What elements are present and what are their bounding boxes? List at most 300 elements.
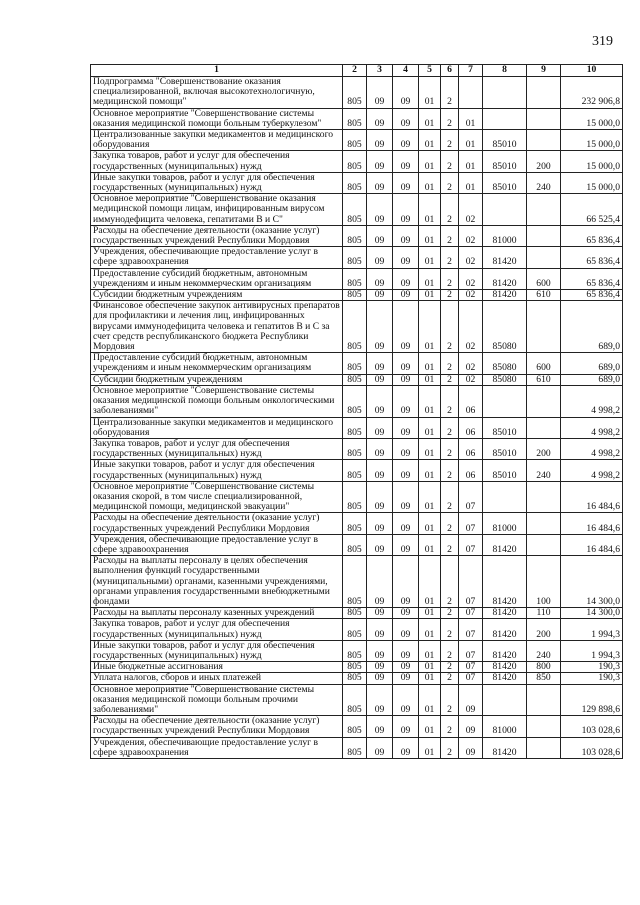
code-section-cell: 09 bbox=[367, 513, 393, 534]
code-direction-cell: 85080 bbox=[483, 353, 527, 374]
amount-cell: 14 300,0 bbox=[561, 608, 623, 619]
code-section-cell: 09 bbox=[367, 619, 393, 640]
item-name-cell: Закупка товаров, работ и услуг для обеспечения государственных (муниципальных) нужд bbox=[91, 151, 343, 172]
table-row bbox=[91, 640, 623, 661]
code-subsection-cell: 09 bbox=[393, 716, 419, 737]
code-subprogram-cell: 2 bbox=[441, 290, 459, 301]
code-event-cell: 06 bbox=[459, 460, 483, 481]
table-row bbox=[91, 716, 623, 737]
code-expense-type-cell: 600 bbox=[527, 268, 561, 289]
code-program-cell: 01 bbox=[419, 716, 441, 737]
item-name-cell: Подпрограмма "Совершенствование оказания специализированной, включая высокотехнологичную, медицинской помощи" bbox=[91, 77, 343, 109]
table-row bbox=[91, 481, 623, 513]
code-ministry-cell: 805 bbox=[343, 374, 367, 385]
code-event-cell: 02 bbox=[459, 225, 483, 246]
code-subprogram-cell: 2 bbox=[441, 268, 459, 289]
item-name-cell: Финансовое обеспечение закупок антивирусных препаратов для профилактики и лечения лиц, инфицированных вирусами иммунодефицита человека и гепатитов В и С за счет средств республиканского бюджета Республики Мордовия bbox=[91, 301, 343, 353]
code-ministry-cell: 805 bbox=[343, 460, 367, 481]
amount-cell: 689,0 bbox=[561, 374, 623, 385]
code-subsection-cell: 09 bbox=[393, 225, 419, 246]
code-program-cell: 01 bbox=[419, 438, 441, 459]
code-direction-cell: 81420 bbox=[483, 247, 527, 268]
code-event-cell: 06 bbox=[459, 438, 483, 459]
code-ministry-cell: 805 bbox=[343, 268, 367, 289]
column-header-9: 9 bbox=[527, 65, 561, 77]
code-subprogram-cell: 2 bbox=[441, 194, 459, 226]
item-name-cell: Расходы на выплаты персоналу в целях обеспечения выполнения функций государственными (муниципальными) органами, казенными учреждениями, органами управления государственными внебюджетными фондами bbox=[91, 556, 343, 608]
amount-cell: 15 000,0 bbox=[561, 172, 623, 193]
code-ministry-cell: 805 bbox=[343, 77, 367, 109]
code-ministry-cell: 805 bbox=[343, 684, 367, 716]
code-expense-type-cell: 600 bbox=[527, 353, 561, 374]
code-subprogram-cell: 2 bbox=[441, 556, 459, 608]
item-name-cell: Расходы на обеспечение деятельности (оказание услуг) государственных учреждений Республики Мордовия bbox=[91, 716, 343, 737]
item-name-cell: Иные закупки товаров, работ и услуг для обеспечения государственных (муниципальных) нужд bbox=[91, 640, 343, 661]
table-row bbox=[91, 608, 623, 619]
amount-cell: 15 000,0 bbox=[561, 130, 623, 151]
code-subsection-cell: 09 bbox=[393, 481, 419, 513]
table-row bbox=[91, 247, 623, 268]
code-subprogram-cell: 2 bbox=[441, 481, 459, 513]
table-row bbox=[91, 77, 623, 109]
code-expense-type-cell bbox=[527, 194, 561, 226]
code-expense-type-cell: 240 bbox=[527, 640, 561, 661]
code-program-cell: 01 bbox=[419, 130, 441, 151]
code-direction-cell: 81420 bbox=[483, 737, 527, 758]
item-name-cell: Централизованные закупки медикаментов и медицинского оборудования bbox=[91, 130, 343, 151]
code-subsection-cell: 09 bbox=[393, 534, 419, 555]
code-subprogram-cell: 2 bbox=[441, 77, 459, 109]
code-expense-type-cell bbox=[527, 77, 561, 109]
table-row bbox=[91, 417, 623, 438]
table-row bbox=[91, 194, 623, 226]
code-subprogram-cell: 2 bbox=[441, 130, 459, 151]
code-program-cell: 01 bbox=[419, 268, 441, 289]
code-event-cell: 02 bbox=[459, 247, 483, 268]
amount-cell: 4 998,2 bbox=[561, 460, 623, 481]
code-program-cell: 01 bbox=[419, 172, 441, 193]
code-ministry-cell: 805 bbox=[343, 247, 367, 268]
code-subprogram-cell: 2 bbox=[441, 353, 459, 374]
code-expense-type-cell: 850 bbox=[527, 673, 561, 684]
code-ministry-cell: 805 bbox=[343, 737, 367, 758]
code-expense-type-cell: 110 bbox=[527, 608, 561, 619]
code-subsection-cell: 09 bbox=[393, 684, 419, 716]
code-ministry-cell: 805 bbox=[343, 172, 367, 193]
item-name-cell: Расходы на обеспечение деятельности (оказание услуг) государственных учреждений Республики Мордовия bbox=[91, 225, 343, 246]
code-direction-cell bbox=[483, 108, 527, 129]
amount-cell: 15 000,0 bbox=[561, 108, 623, 129]
table-row bbox=[91, 385, 623, 417]
code-subprogram-cell: 2 bbox=[441, 716, 459, 737]
code-subsection-cell: 09 bbox=[393, 662, 419, 673]
table-row bbox=[91, 460, 623, 481]
code-expense-type-cell bbox=[527, 108, 561, 129]
code-program-cell: 01 bbox=[419, 385, 441, 417]
code-event-cell: 07 bbox=[459, 662, 483, 673]
amount-cell: 15 000,0 bbox=[561, 151, 623, 172]
item-name-cell: Предоставление субсидий бюджетным, автономным учреждениям и иным некоммерческим организациям bbox=[91, 268, 343, 289]
budget-table bbox=[90, 64, 623, 759]
code-subsection-cell: 09 bbox=[393, 556, 419, 608]
item-name-cell: Расходы на обеспечение деятельности (оказание услуг) государственных учреждений Республики Мордовия bbox=[91, 513, 343, 534]
code-expense-type-cell: 800 bbox=[527, 662, 561, 673]
code-section-cell: 09 bbox=[367, 353, 393, 374]
amount-cell: 65 836,4 bbox=[561, 268, 623, 289]
code-program-cell: 01 bbox=[419, 608, 441, 619]
code-subprogram-cell: 2 bbox=[441, 619, 459, 640]
code-subprogram-cell: 2 bbox=[441, 640, 459, 661]
code-event-cell: 02 bbox=[459, 374, 483, 385]
code-direction-cell: 81420 bbox=[483, 640, 527, 661]
code-subprogram-cell: 2 bbox=[441, 225, 459, 246]
item-name-cell: Основное мероприятие "Совершенствование системы оказания скорой, в том числе специализированной, медицинской помощи, медицинской эвакуации" bbox=[91, 481, 343, 513]
code-program-cell: 01 bbox=[419, 225, 441, 246]
code-subsection-cell: 09 bbox=[393, 385, 419, 417]
item-name-cell: Иные закупки товаров, работ и услуг для обеспечения государственных (муниципальных) нужд bbox=[91, 172, 343, 193]
code-subsection-cell: 09 bbox=[393, 640, 419, 661]
code-event-cell: 07 bbox=[459, 534, 483, 555]
table-row bbox=[91, 290, 623, 301]
code-ministry-cell: 805 bbox=[343, 385, 367, 417]
amount-cell: 689,0 bbox=[561, 301, 623, 353]
amount-cell: 103 028,6 bbox=[561, 716, 623, 737]
code-ministry-cell: 805 bbox=[343, 130, 367, 151]
column-header-4: 4 bbox=[393, 65, 419, 77]
code-direction-cell: 81420 bbox=[483, 673, 527, 684]
amount-cell: 190,3 bbox=[561, 662, 623, 673]
code-expense-type-cell: 200 bbox=[527, 151, 561, 172]
amount-cell: 16 484,6 bbox=[561, 513, 623, 534]
item-name-cell: Учреждения, обеспечивающие предоставление услуг в сфере здравоохранения bbox=[91, 534, 343, 555]
code-ministry-cell: 805 bbox=[343, 108, 367, 129]
code-subsection-cell: 09 bbox=[393, 417, 419, 438]
code-ministry-cell: 805 bbox=[343, 301, 367, 353]
table-row bbox=[91, 108, 623, 129]
code-program-cell: 01 bbox=[419, 534, 441, 555]
code-event-cell: 07 bbox=[459, 608, 483, 619]
code-expense-type-cell bbox=[527, 385, 561, 417]
code-event-cell: 01 bbox=[459, 151, 483, 172]
column-header-7: 7 bbox=[459, 65, 483, 77]
code-direction-cell: 81420 bbox=[483, 662, 527, 673]
item-name-cell: Иные бюджетные ассигнования bbox=[91, 662, 343, 673]
code-event-cell: 09 bbox=[459, 716, 483, 737]
item-name-cell: Расходы на выплаты персоналу казенных учреждений bbox=[91, 608, 343, 619]
code-subprogram-cell: 2 bbox=[441, 662, 459, 673]
code-section-cell: 09 bbox=[367, 385, 393, 417]
code-subsection-cell: 09 bbox=[393, 268, 419, 289]
code-direction-cell: 85010 bbox=[483, 151, 527, 172]
code-ministry-cell: 805 bbox=[343, 225, 367, 246]
code-expense-type-cell: 610 bbox=[527, 290, 561, 301]
code-subsection-cell: 09 bbox=[393, 247, 419, 268]
code-event-cell bbox=[459, 77, 483, 109]
code-section-cell: 09 bbox=[367, 737, 393, 758]
code-ministry-cell: 805 bbox=[343, 438, 367, 459]
item-name-cell: Централизованные закупки медикаментов и медицинского оборудования bbox=[91, 417, 343, 438]
table-row bbox=[91, 662, 623, 673]
code-section-cell: 09 bbox=[367, 374, 393, 385]
item-name-cell: Учреждения, обеспечивающие предоставление услуг в сфере здравоохранения bbox=[91, 737, 343, 758]
code-subsection-cell: 09 bbox=[393, 608, 419, 619]
amount-cell: 4 998,2 bbox=[561, 438, 623, 459]
code-subprogram-cell: 2 bbox=[441, 684, 459, 716]
code-expense-type-cell: 240 bbox=[527, 172, 561, 193]
code-section-cell: 09 bbox=[367, 108, 393, 129]
code-section-cell: 09 bbox=[367, 640, 393, 661]
code-event-cell: 07 bbox=[459, 556, 483, 608]
code-subsection-cell: 09 bbox=[393, 194, 419, 226]
code-event-cell: 07 bbox=[459, 513, 483, 534]
code-event-cell: 01 bbox=[459, 172, 483, 193]
code-subsection-cell: 09 bbox=[393, 290, 419, 301]
code-event-cell: 02 bbox=[459, 290, 483, 301]
table-row bbox=[91, 130, 623, 151]
amount-cell: 65 836,4 bbox=[561, 247, 623, 268]
code-program-cell: 01 bbox=[419, 481, 441, 513]
code-section-cell: 09 bbox=[367, 417, 393, 438]
code-event-cell: 02 bbox=[459, 268, 483, 289]
code-section-cell: 09 bbox=[367, 194, 393, 226]
code-program-cell: 01 bbox=[419, 77, 441, 109]
code-direction-cell bbox=[483, 77, 527, 109]
code-direction-cell: 81420 bbox=[483, 608, 527, 619]
code-expense-type-cell bbox=[527, 247, 561, 268]
item-name-cell: Основное мероприятие "Совершенствование оказания медицинской помощи лицам, инфицированным вирусом иммунодефицита человека, гепатитами В и С" bbox=[91, 194, 343, 226]
code-subsection-cell: 09 bbox=[393, 172, 419, 193]
table-header-row bbox=[91, 65, 623, 77]
code-expense-type-cell: 200 bbox=[527, 438, 561, 459]
code-direction-cell: 81000 bbox=[483, 716, 527, 737]
code-event-cell: 02 bbox=[459, 301, 483, 353]
item-name-cell: Основное мероприятие "Совершенствование системы оказания медицинской помощи больным туберкулезом" bbox=[91, 108, 343, 129]
item-name-cell: Основное мероприятие "Совершенствование системы оказания медицинской помощи больным прочими заболеваниями" bbox=[91, 684, 343, 716]
code-subsection-cell: 09 bbox=[393, 374, 419, 385]
code-section-cell: 09 bbox=[367, 77, 393, 109]
code-program-cell: 01 bbox=[419, 108, 441, 129]
code-expense-type-cell bbox=[527, 716, 561, 737]
item-name-cell: Предоставление субсидий бюджетным, автономным учреждениям и иным некоммерческим организациям bbox=[91, 353, 343, 374]
code-direction-cell: 85010 bbox=[483, 130, 527, 151]
code-ministry-cell: 805 bbox=[343, 608, 367, 619]
code-ministry-cell: 805 bbox=[343, 194, 367, 226]
code-direction-cell bbox=[483, 684, 527, 716]
code-program-cell: 01 bbox=[419, 290, 441, 301]
amount-cell: 4 998,2 bbox=[561, 385, 623, 417]
code-event-cell: 09 bbox=[459, 737, 483, 758]
item-name-cell: Субсидии бюджетным учреждениям bbox=[91, 374, 343, 385]
code-direction-cell: 81420 bbox=[483, 268, 527, 289]
code-subsection-cell: 09 bbox=[393, 108, 419, 129]
code-direction-cell: 85010 bbox=[483, 460, 527, 481]
code-event-cell: 06 bbox=[459, 385, 483, 417]
code-section-cell: 09 bbox=[367, 438, 393, 459]
code-expense-type-cell: 610 bbox=[527, 374, 561, 385]
code-direction-cell: 81420 bbox=[483, 556, 527, 608]
code-subprogram-cell: 2 bbox=[441, 108, 459, 129]
page-number: 319 bbox=[592, 34, 613, 49]
code-expense-type-cell bbox=[527, 513, 561, 534]
item-name-cell: Закупка товаров, работ и услуг для обеспечения государственных (муниципальных) нужд bbox=[91, 438, 343, 459]
item-name-cell: Уплата налогов, сборов и иных платежей bbox=[91, 673, 343, 684]
amount-cell: 1 994,3 bbox=[561, 640, 623, 661]
code-section-cell: 09 bbox=[367, 684, 393, 716]
code-subprogram-cell: 2 bbox=[441, 417, 459, 438]
code-subprogram-cell: 2 bbox=[441, 673, 459, 684]
column-header-2: 2 bbox=[343, 65, 367, 77]
code-section-cell: 09 bbox=[367, 172, 393, 193]
table-row bbox=[91, 172, 623, 193]
code-expense-type-cell: 240 bbox=[527, 460, 561, 481]
code-section-cell: 09 bbox=[367, 662, 393, 673]
code-subprogram-cell: 2 bbox=[441, 460, 459, 481]
code-event-cell: 07 bbox=[459, 640, 483, 661]
code-ministry-cell: 805 bbox=[343, 640, 367, 661]
table-row bbox=[91, 513, 623, 534]
code-ministry-cell: 805 bbox=[343, 619, 367, 640]
amount-cell: 103 028,6 bbox=[561, 737, 623, 758]
amount-cell: 16 484,6 bbox=[561, 534, 623, 555]
table-row bbox=[91, 556, 623, 608]
table-row bbox=[91, 353, 623, 374]
code-expense-type-cell bbox=[527, 225, 561, 246]
code-program-cell: 01 bbox=[419, 301, 441, 353]
code-ministry-cell: 805 bbox=[343, 662, 367, 673]
code-section-cell: 09 bbox=[367, 247, 393, 268]
column-header-8: 8 bbox=[483, 65, 527, 77]
code-event-cell: 07 bbox=[459, 481, 483, 513]
code-subprogram-cell: 2 bbox=[441, 608, 459, 619]
code-subsection-cell: 09 bbox=[393, 301, 419, 353]
table-row bbox=[91, 534, 623, 555]
code-subsection-cell: 09 bbox=[393, 460, 419, 481]
amount-cell: 4 998,2 bbox=[561, 417, 623, 438]
code-ministry-cell: 805 bbox=[343, 290, 367, 301]
code-ministry-cell: 805 bbox=[343, 353, 367, 374]
code-direction-cell bbox=[483, 481, 527, 513]
code-program-cell: 01 bbox=[419, 556, 441, 608]
code-expense-type-cell bbox=[527, 301, 561, 353]
code-program-cell: 01 bbox=[419, 640, 441, 661]
code-event-cell: 07 bbox=[459, 673, 483, 684]
code-subprogram-cell: 2 bbox=[441, 534, 459, 555]
amount-cell: 66 525,4 bbox=[561, 194, 623, 226]
code-event-cell: 02 bbox=[459, 194, 483, 226]
amount-cell: 190,3 bbox=[561, 673, 623, 684]
code-direction-cell: 85010 bbox=[483, 417, 527, 438]
code-subprogram-cell: 2 bbox=[441, 151, 459, 172]
code-subprogram-cell: 2 bbox=[441, 374, 459, 385]
code-ministry-cell: 805 bbox=[343, 534, 367, 555]
code-direction-cell: 85010 bbox=[483, 438, 527, 459]
code-expense-type-cell bbox=[527, 534, 561, 555]
amount-cell: 1 994,3 bbox=[561, 619, 623, 640]
code-subprogram-cell: 2 bbox=[441, 737, 459, 758]
item-name-cell: Учреждения, обеспечивающие предоставление услуг в сфере здравоохранения bbox=[91, 247, 343, 268]
table-row bbox=[91, 619, 623, 640]
code-subprogram-cell: 2 bbox=[441, 438, 459, 459]
code-direction-cell: 85080 bbox=[483, 374, 527, 385]
code-section-cell: 09 bbox=[367, 556, 393, 608]
code-direction-cell: 81000 bbox=[483, 225, 527, 246]
code-direction-cell: 81420 bbox=[483, 534, 527, 555]
table-row bbox=[91, 673, 623, 684]
item-name-cell: Иные закупки товаров, работ и услуг для обеспечения государственных (муниципальных) нужд bbox=[91, 460, 343, 481]
code-subprogram-cell: 2 bbox=[441, 247, 459, 268]
code-program-cell: 01 bbox=[419, 662, 441, 673]
code-expense-type-cell: 100 bbox=[527, 556, 561, 608]
code-subprogram-cell: 2 bbox=[441, 172, 459, 193]
code-subsection-cell: 09 bbox=[393, 513, 419, 534]
code-expense-type-cell bbox=[527, 481, 561, 513]
code-ministry-cell: 805 bbox=[343, 513, 367, 534]
code-program-cell: 01 bbox=[419, 194, 441, 226]
code-direction-cell: 81420 bbox=[483, 619, 527, 640]
table-row bbox=[91, 684, 623, 716]
column-header-5: 5 bbox=[419, 65, 441, 77]
code-expense-type-cell bbox=[527, 417, 561, 438]
code-ministry-cell: 805 bbox=[343, 481, 367, 513]
code-subprogram-cell: 2 bbox=[441, 513, 459, 534]
code-section-cell: 09 bbox=[367, 268, 393, 289]
code-expense-type-cell: 200 bbox=[527, 619, 561, 640]
amount-cell: 232 906,8 bbox=[561, 77, 623, 109]
code-ministry-cell: 805 bbox=[343, 556, 367, 608]
code-direction-cell: 85010 bbox=[483, 172, 527, 193]
code-event-cell: 07 bbox=[459, 619, 483, 640]
code-ministry-cell: 805 bbox=[343, 673, 367, 684]
code-event-cell: 01 bbox=[459, 108, 483, 129]
code-section-cell: 09 bbox=[367, 716, 393, 737]
table-row bbox=[91, 737, 623, 758]
code-program-cell: 01 bbox=[419, 684, 441, 716]
amount-cell: 689,0 bbox=[561, 353, 623, 374]
table-row bbox=[91, 225, 623, 246]
amount-cell: 16 484,6 bbox=[561, 481, 623, 513]
code-program-cell: 01 bbox=[419, 374, 441, 385]
column-header-6: 6 bbox=[441, 65, 459, 77]
code-section-cell: 09 bbox=[367, 460, 393, 481]
code-program-cell: 01 bbox=[419, 513, 441, 534]
code-subsection-cell: 09 bbox=[393, 353, 419, 374]
code-program-cell: 01 bbox=[419, 737, 441, 758]
code-program-cell: 01 bbox=[419, 353, 441, 374]
code-section-cell: 09 bbox=[367, 301, 393, 353]
amount-cell: 65 836,4 bbox=[561, 225, 623, 246]
code-program-cell: 01 bbox=[419, 151, 441, 172]
code-subsection-cell: 09 bbox=[393, 673, 419, 684]
column-header-3: 3 bbox=[367, 65, 393, 77]
code-event-cell: 09 bbox=[459, 684, 483, 716]
amount-cell: 65 836,4 bbox=[561, 290, 623, 301]
code-program-cell: 01 bbox=[419, 460, 441, 481]
code-direction-cell bbox=[483, 194, 527, 226]
table-row bbox=[91, 268, 623, 289]
code-event-cell: 02 bbox=[459, 353, 483, 374]
code-section-cell: 09 bbox=[367, 673, 393, 684]
code-program-cell: 01 bbox=[419, 619, 441, 640]
table-row bbox=[91, 438, 623, 459]
code-program-cell: 01 bbox=[419, 673, 441, 684]
code-ministry-cell: 805 bbox=[343, 417, 367, 438]
code-expense-type-cell bbox=[527, 130, 561, 151]
column-header-10: 10 bbox=[561, 65, 623, 77]
code-subsection-cell: 09 bbox=[393, 619, 419, 640]
item-name-cell: Основное мероприятие "Совершенствование системы оказания медицинской помощи больным онкологическими заболеваниями" bbox=[91, 385, 343, 417]
code-event-cell: 01 bbox=[459, 130, 483, 151]
code-subprogram-cell: 2 bbox=[441, 301, 459, 353]
